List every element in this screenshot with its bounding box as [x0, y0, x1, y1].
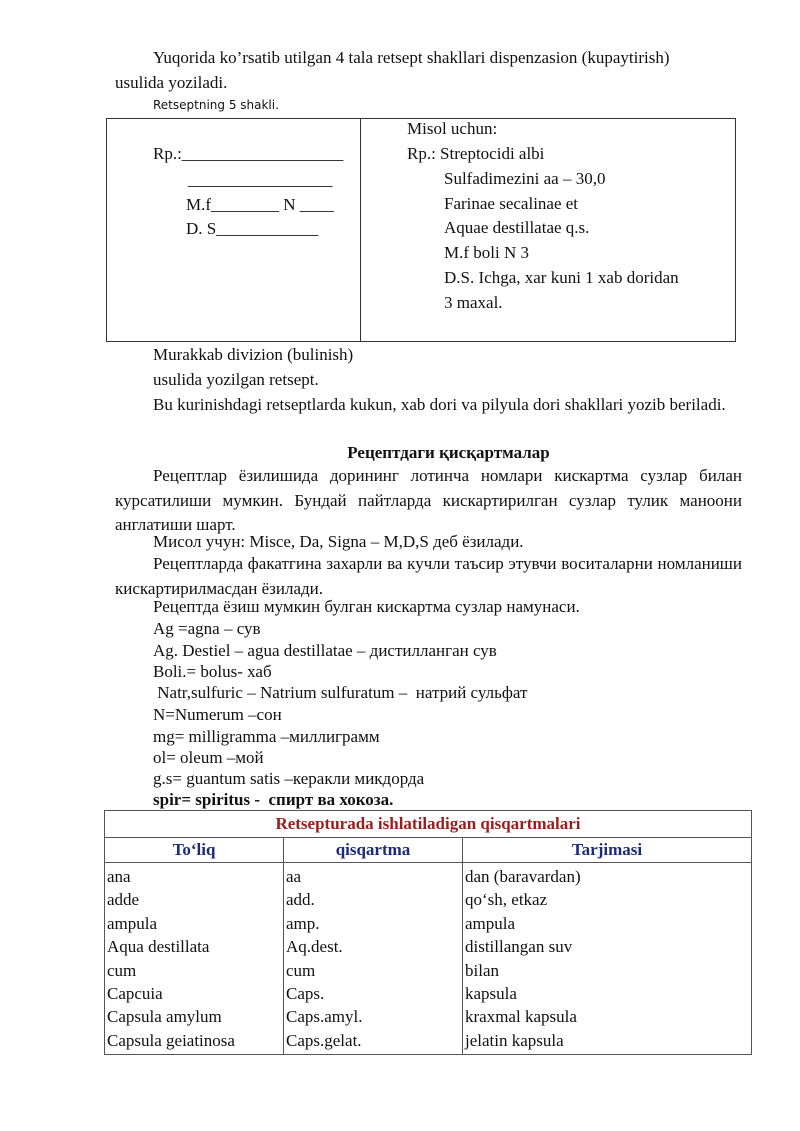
rx-example-line: M.f boli N 3: [444, 243, 529, 262]
table-cell: Aq.dest.: [284, 937, 463, 960]
table-cell: Aqua destillata: [105, 937, 284, 960]
table-cell: jelatin kapsula: [463, 1031, 752, 1055]
rx-example-line: Farinae secalinae et: [444, 194, 579, 213]
after-box-paragraph: Bu kurinishdagi retseptlarda kukun, xab dori va pilyula dori shakllari yozib beriladi.: [153, 395, 726, 414]
abbreviation-item: Ag. Destiel – agua destillatae – дистилланган сув: [153, 641, 497, 660]
table-cell: kraxmal kapsula: [463, 1007, 752, 1030]
table-row: [105, 1007, 752, 1030]
abbreviations-table: [104, 810, 752, 1055]
table-row: [105, 984, 752, 1007]
table-cell: Capsula amylum: [105, 1007, 284, 1030]
section-heading: Рецептдаги қисқартмалар: [347, 443, 550, 462]
abbreviation-bold-line: spir= spiritus - спирт ва хокоза.: [153, 790, 394, 809]
abbreviation-item: g.s= guantum satis –керакли микдорда: [153, 769, 425, 788]
table-row: [105, 961, 752, 984]
table-cell: ana: [105, 863, 284, 891]
table-header-abbr: qisqartma: [284, 838, 463, 863]
table-row: [105, 863, 752, 891]
table-cell: aa: [284, 863, 463, 891]
rx-template-ds: D. S____________: [186, 219, 319, 238]
cyr-paragraph-1: Рецептлар ёзилишида дорининг лотинча номлари кискартма сузлар билан курсатилиши мумкин. Бундай пайтларда кискартирилган сузлар тулик маноони англатиши шарт.: [115, 466, 742, 535]
after-box-line-1: Murakkab divizion (bulinish): [153, 345, 354, 364]
abbreviation-item: Natr,sulfuric – Natrium sulfuratum – натрий сульфат: [153, 683, 528, 702]
abbreviation-item: Ag =agna – сув: [153, 619, 261, 638]
rx-example-line: D.S. Ichga, xar kuni 1 xab doridan: [444, 268, 679, 287]
table-cell: adde: [105, 890, 284, 913]
table-header-full: To‘liq: [105, 838, 284, 863]
table-row: [105, 1031, 752, 1055]
rx-template-rp: Rp.:___________________: [153, 144, 344, 163]
intro-line-1: Yuqorida ko’rsatib utilgan 4 tala retsept shakllari dispenzasion (kupaytirish): [153, 48, 670, 67]
rx-form-caption: Retseptning 5 shakli.: [153, 98, 279, 112]
rx-example-line: Aquae destillatae q.s.: [444, 218, 590, 237]
abbreviation-item: ol= oleum –мой: [153, 748, 264, 767]
rx-example-line: 3 maxal.: [444, 293, 503, 312]
intro-paragraph: [115, 46, 742, 71]
rx-template-blank: _________________: [188, 170, 333, 189]
abbreviation-item: mg= milligramma –миллиграмм: [153, 727, 380, 746]
table-title: Retsepturada ishlatiladigan qisqartmalari: [105, 811, 752, 838]
table-cell: Caps.amyl.: [284, 1007, 463, 1030]
table-cell: add.: [284, 890, 463, 913]
table-row: [105, 890, 752, 913]
table-header-translation: Tarjimasi: [463, 838, 752, 863]
rx-example-line: Sulfadimezini aa – 30,0: [444, 169, 606, 188]
abbreviation-item: Boli.= bolus- хаб: [153, 662, 272, 681]
cyr-paragraph-3: Рецептларда факатгина захарли ва кучли таъсир этувчи воситаларни номланиши кискартирилмасдан ёзилади.: [115, 554, 742, 598]
table-cell: ampula: [463, 914, 752, 937]
table-cell: cum: [105, 961, 284, 984]
rx-template-mf: M.f________ N ____: [186, 195, 334, 214]
table-cell: Capsula geiatinosa: [105, 1031, 284, 1055]
table-cell: Caps.: [284, 984, 463, 1007]
after-box-line-2: usulida yozilgan retsept.: [153, 370, 319, 389]
cyr-paragraph-2: Мисол учун: Misce, Da, Signa – M,D,S деб ёзилади.: [153, 532, 524, 551]
rx-form-divider: [360, 118, 361, 342]
table-row: [105, 914, 752, 937]
cyr-paragraph-4: Рецептда ёзиш мумкин булган кискартма сузлар намунаси.: [153, 597, 580, 616]
table-cell: distillangan suv: [463, 937, 752, 960]
table-cell: amp.: [284, 914, 463, 937]
rx-example-lead: Misol uchun:: [407, 119, 498, 138]
table-cell: dan (baravardan): [463, 863, 752, 891]
table-cell: qo‘sh, etkaz: [463, 890, 752, 913]
table-cell: bilan: [463, 961, 752, 984]
table-cell: cum: [284, 961, 463, 984]
table-cell: Capcuia: [105, 984, 284, 1007]
table-cell: ampula: [105, 914, 284, 937]
rx-example-rp: Rp.: Streptocidi albi: [407, 144, 545, 163]
intro-line-2: usulida yoziladi.: [115, 73, 228, 92]
table-cell: kapsula: [463, 984, 752, 1007]
abbreviation-item: N=Numerum –сон: [153, 705, 282, 724]
table-row: [105, 937, 752, 960]
table-cell: Caps.gelat.: [284, 1031, 463, 1055]
